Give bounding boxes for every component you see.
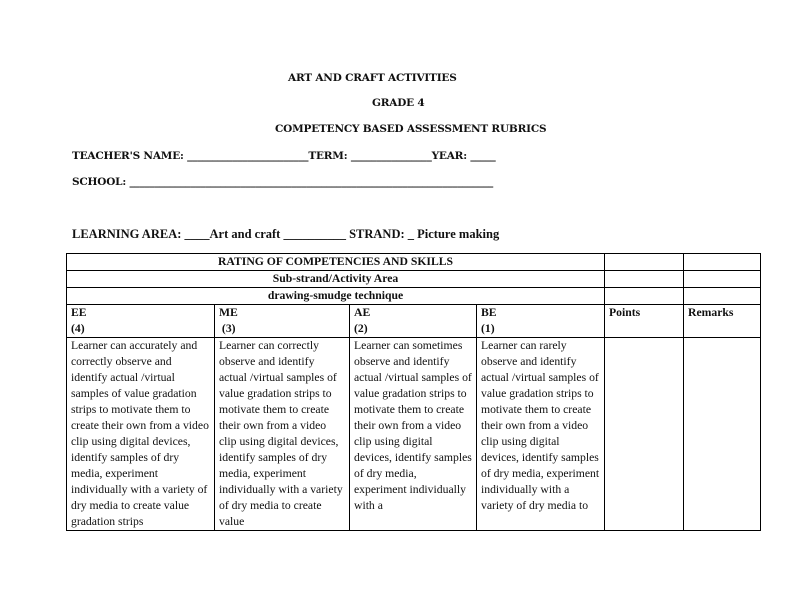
points-cell[interactable] (605, 338, 684, 531)
sub-strand-row (67, 271, 761, 288)
column-header-be (477, 305, 605, 338)
level-score: (1) (481, 322, 495, 335)
document-title: ART AND CRAFT ACTIVITIES (288, 72, 457, 84)
descriptor-row (67, 338, 761, 531)
level-header-row (67, 305, 761, 338)
column-label: Points (609, 306, 641, 319)
level-code: ME (219, 306, 238, 319)
rubric-subtitle: COMPETENCY BASED ASSESSMENT RUBRICS (275, 123, 547, 135)
descriptor-be: Learner can rarely observe and identify actual /virtual samples of value gradation strips to motivate them to create their own from a video clip using digital devices, identify samples of dry media, experiment individually with a variety of dry media to (477, 338, 605, 531)
level-score: (4) (71, 322, 85, 335)
column-label: Remarks (688, 306, 734, 319)
learning-area-strand-line: LEARNING AREA: ____Art and craft __________ STRAND: _ Picture making (72, 227, 500, 241)
empty-cell (684, 254, 761, 271)
rubric-table (66, 253, 761, 531)
level-score: (3) (219, 322, 236, 335)
level-code: AE (354, 306, 371, 319)
empty-cell (605, 288, 684, 305)
column-header-remarks (684, 305, 761, 338)
school-field: SCHOOL: ________________________________________________________________________ (72, 176, 494, 188)
grade-heading: GRADE 4 (372, 97, 425, 109)
descriptor-me: Learner can correctly observe and identify actual /virtual samples of value gradation strips to motivate them to create their own from a video clip using digital devices, identify samples of dry media, experiment individually with a variety of dry media to create value (215, 338, 350, 531)
column-header-ee (67, 305, 215, 338)
column-header-me (215, 305, 350, 338)
remarks-cell[interactable] (684, 338, 761, 531)
rubric-heading: RATING OF COMPETENCIES AND SKILLS (67, 254, 605, 271)
descriptor-ee: Learner can accurately and correctly observe and identify actual /virtual samples of value gradation strips to motivate them to create their own from a video clip using digital devices, identify samples of dry media, experiment individually with a variety of dry media to create value gradation strips (67, 338, 215, 531)
activity-row (67, 288, 761, 305)
level-score: (2) (354, 322, 368, 335)
empty-cell (605, 254, 684, 271)
rubric-heading-row (67, 254, 761, 271)
level-code: EE (71, 306, 87, 319)
level-code: BE (481, 306, 497, 319)
sub-strand-label: Sub-strand/Activity Area (67, 271, 605, 288)
empty-cell (684, 288, 761, 305)
column-header-ae (350, 305, 477, 338)
activity-name: drawing-smudge technique (67, 288, 605, 305)
teacher-term-year-field: TEACHER'S NAME: ________________________TERM: ________________YEAR: _____ (72, 150, 496, 162)
empty-cell (605, 271, 684, 288)
empty-cell (684, 271, 761, 288)
descriptor-ae: Learner can sometimes observe and identify actual /virtual samples of value gradation strips to motivate them to create their own from a video clip using digital devices, identify samples of dry media, experiment individually with a (350, 338, 477, 531)
column-header-points (605, 305, 684, 338)
